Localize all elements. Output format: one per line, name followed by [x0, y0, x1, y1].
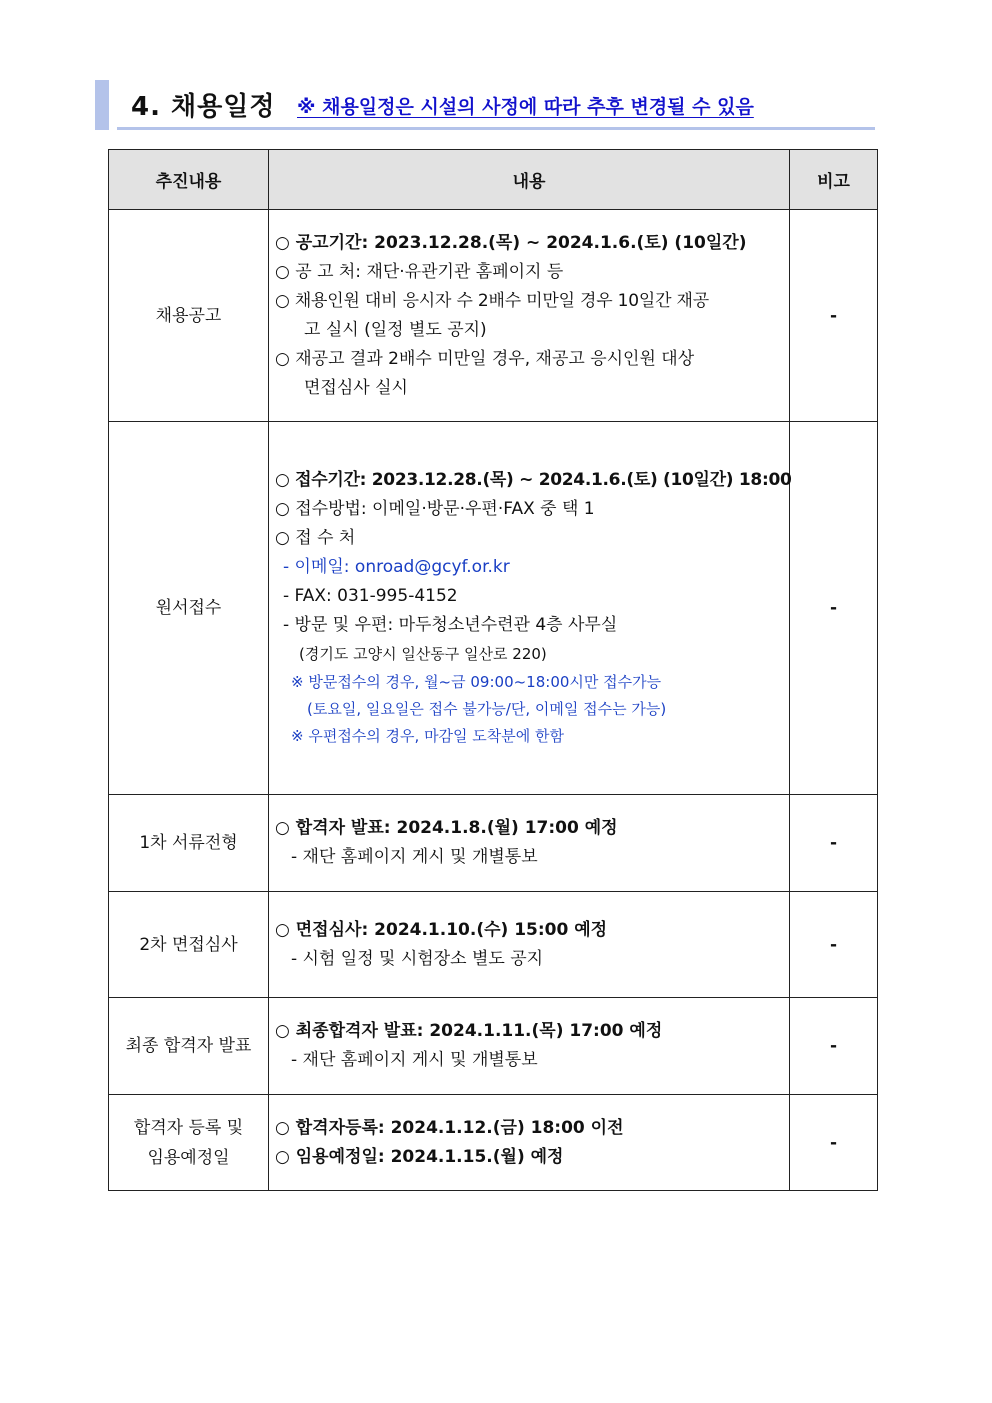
content-line: ○ 공고기간: 2023.12.28.(목) ~ 2024.1.6.(토) (10일간) [275, 232, 747, 253]
content-line: ○ 합격자등록: 2024.1.12.(금) 18:00 이전 [275, 1117, 624, 1138]
stage-line: 임용예정일 [147, 1147, 230, 1168]
content-cell [269, 210, 790, 422]
mail-note: ※ 우편접수의 경우, 마감일 도착분에 한함 [291, 727, 565, 745]
content-cell [269, 422, 790, 795]
table-row [109, 1095, 878, 1191]
content-line: ○ 공 고 처: 재단·유관기관 홈페이지 등 [275, 261, 564, 282]
content-cell [269, 1095, 790, 1191]
content-line: ○ 임용예정일: 2024.1.15.(월) 예정 [275, 1146, 564, 1167]
stage-cell: 원서접수 [109, 422, 269, 795]
content-line: ○ 접수방법: 이메일·방문·우편·FAX 중 택 1 [275, 499, 595, 519]
table-header-row [109, 150, 878, 210]
header-stage: 추진내용 [109, 150, 269, 210]
table-row [109, 210, 878, 422]
content-line: ○ 합격자 발표: 2024.1.8.(월) 17:00 예정 [275, 818, 618, 838]
content-line: - 방문 및 우편: 마두청소년수련관 4층 사무실 [283, 615, 618, 635]
content-line: (경기도 고양시 일산동구 일산로 220) [299, 645, 547, 663]
stage-cell: 2차 면접심사 [109, 892, 269, 998]
schedule-table [108, 149, 878, 1191]
remark-cell: - [790, 210, 878, 422]
content-line: ○ 면접심사: 2024.1.10.(수) 15:00 예정 [275, 919, 608, 940]
content-cell [269, 892, 790, 998]
section-heading [95, 78, 875, 132]
content-line: 고 실시 (일정 별도 공지) [304, 319, 487, 340]
content-line: ○ 재공고 결과 2배수 미만일 경우, 재공고 응시인원 대상 [275, 348, 695, 369]
stage-cell: 1차 서류전형 [109, 795, 269, 892]
schedule-change-note: ※ 채용일정은 시설의 사정에 따라 추후 변경될 수 있음 [297, 96, 754, 118]
content-line: ○ 채용인원 대비 응시자 수 2배수 미만일 경우 10일간 재공 [275, 290, 709, 311]
header-remark: 비고 [790, 150, 878, 210]
content-line: ○ 접수기간: 2023.12.28.(목) ~ 2024.1.6.(토) (10일간) 18:00 [275, 470, 792, 490]
content-line: - FAX: 031-995-4152 [283, 586, 458, 606]
visit-note-detail: (토요일, 일요일은 접수 불가능/단, 이메일 접수는 가능) [307, 700, 667, 718]
remark-cell: - [790, 892, 878, 998]
header-content: 내용 [269, 150, 790, 210]
heading-accent-bar [95, 80, 109, 130]
stage-line: 합격자 등록 및 [133, 1117, 244, 1138]
content-line: ○ 접 수 처 [275, 528, 356, 548]
content-line: - 재단 홈페이지 게시 및 개별통보 [291, 847, 538, 867]
content-line: 면접심사 실시 [304, 377, 408, 398]
stage-cell [109, 1095, 269, 1191]
email-line: - 이메일: onroad@gcyf.or.kr [283, 557, 510, 577]
heading-underline [117, 127, 875, 130]
table-row [109, 998, 878, 1095]
content-line: - 재단 홈페이지 게시 및 개별통보 [291, 1050, 538, 1070]
content-cell [269, 998, 790, 1095]
table-row [109, 892, 878, 998]
stage-cell: 최종 합격자 발표 [109, 998, 269, 1095]
remark-cell: - [790, 998, 878, 1095]
section-title: 4. 채용일정 [131, 92, 276, 122]
visit-note: ※ 방문접수의 경우, 월~금 09:00~18:00시만 접수가능 [291, 673, 662, 691]
content-line: ○ 최종합격자 발표: 2024.1.11.(목) 17:00 예정 [275, 1021, 663, 1041]
stage-cell: 채용공고 [109, 210, 269, 422]
content-cell [269, 795, 790, 892]
remark-cell: - [790, 795, 878, 892]
table-row [109, 795, 878, 892]
remark-cell: - [790, 422, 878, 795]
remark-cell: - [790, 1095, 878, 1191]
content-line: - 시험 일정 및 시험장소 별도 공지 [291, 948, 544, 969]
table-row [109, 422, 878, 795]
